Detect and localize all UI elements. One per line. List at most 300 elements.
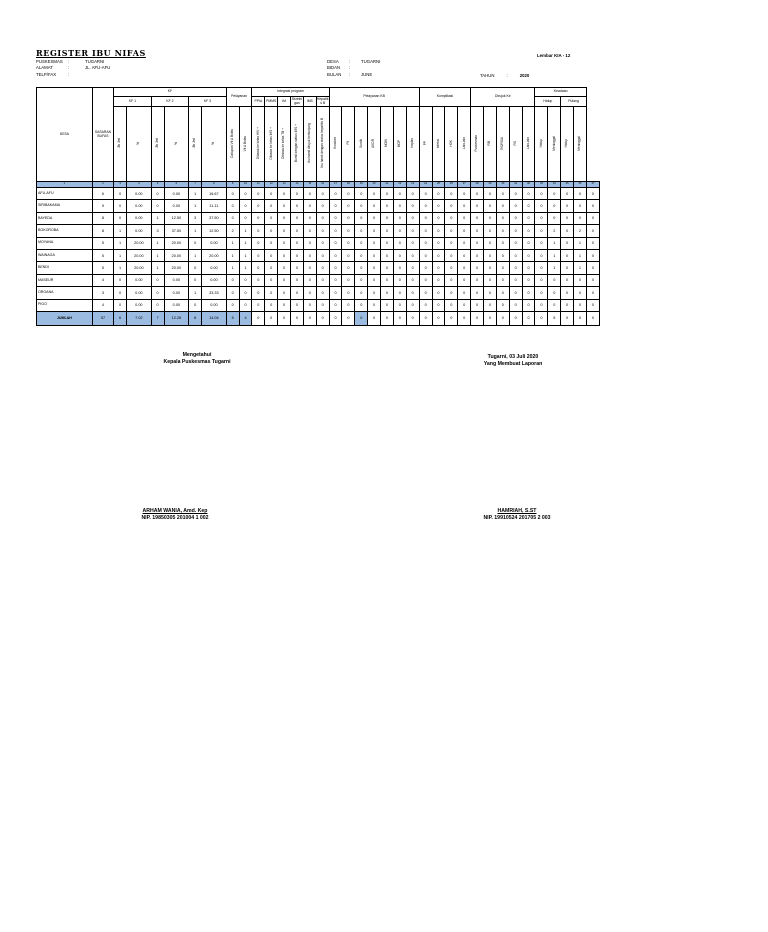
- table-cell: 0: [189, 262, 202, 274]
- table-row: [37, 237, 600, 249]
- vertical-column-header: [265, 107, 278, 182]
- table-cell: 0: [329, 225, 342, 237]
- desa-name-cell: MASEUR: [37, 274, 93, 286]
- table-cell: 0: [484, 225, 497, 237]
- column-index-cell: 20: [368, 182, 381, 188]
- vertical-label: RB: [487, 141, 492, 146]
- table-cell: 0: [252, 200, 265, 212]
- table-cell: 0: [484, 287, 497, 299]
- table-cell: 0: [535, 200, 548, 212]
- table-cell: 0: [265, 274, 278, 286]
- table-cell: 0: [368, 188, 381, 200]
- table-cell: 0: [393, 299, 406, 311]
- table-cell: 0: [445, 299, 458, 311]
- table-cell: 0: [484, 200, 497, 212]
- table-cell: 0: [586, 237, 599, 249]
- table-cell: 0: [471, 212, 484, 224]
- table-cell: 0: [265, 225, 278, 237]
- vertical-column-header: [114, 107, 127, 182]
- table-cell: 1: [548, 237, 561, 249]
- signature-left-header: [142, 352, 252, 366]
- table-cell: 11.11: [202, 200, 227, 212]
- vertical-column-header: [252, 107, 265, 182]
- table-cell: 0: [509, 274, 522, 286]
- table-cell: 0: [355, 225, 368, 237]
- info-value: JL. AFU-AFU: [85, 65, 111, 71]
- table-cell: 0: [406, 287, 419, 299]
- table-cell: 0: [432, 287, 445, 299]
- table-cell: 0: [368, 200, 381, 212]
- kf-group-header: KF: [114, 88, 227, 97]
- kf-subheader: KF 2: [151, 97, 189, 107]
- table-cell: 0: [303, 274, 316, 286]
- table-cell: 1: [574, 262, 587, 274]
- desa-name-cell: ORGANA: [37, 287, 93, 299]
- table-cell: 0: [393, 237, 406, 249]
- table-cell: 0: [381, 249, 394, 261]
- table-cell: 6: [92, 188, 113, 200]
- total-cell: 14.04: [202, 311, 227, 325]
- table-cell: 0: [316, 287, 329, 299]
- table-row: [37, 287, 600, 299]
- table-cell: 0: [291, 237, 304, 249]
- vertical-column-header: [561, 107, 574, 182]
- table-cell: 0: [355, 249, 368, 261]
- info-label: DESA: [327, 59, 339, 64]
- table-cell: 1: [574, 249, 587, 261]
- table-cell: 0: [522, 200, 535, 212]
- table-cell: 0: [561, 249, 574, 261]
- year-field: TAHUN : 2020: [480, 73, 530, 78]
- table-cell: 0: [316, 225, 329, 237]
- table-cell: 0: [291, 188, 304, 200]
- signature-caption: Mengetahui: [182, 352, 212, 358]
- table-cell: 0: [445, 237, 458, 249]
- table-cell: 0: [368, 237, 381, 249]
- table-cell: 0.00: [127, 299, 152, 311]
- header-info-right: [327, 59, 380, 78]
- table-cell: 0: [393, 188, 406, 200]
- table-cell: 5: [92, 237, 113, 249]
- table-cell: 0: [471, 262, 484, 274]
- table-cell: 0: [574, 188, 587, 200]
- table-cell: 1: [226, 262, 239, 274]
- vertical-column-header: [355, 107, 368, 182]
- table-cell: 0.00: [164, 188, 189, 200]
- table-cell: 0: [471, 188, 484, 200]
- table-cell: 0: [303, 262, 316, 274]
- table-cell: 0.00: [164, 200, 189, 212]
- table-row: [37, 249, 600, 261]
- table-cell: 37.50: [164, 225, 189, 237]
- info-value: TUGARNI: [85, 59, 105, 64]
- table-cell: 1: [239, 262, 252, 274]
- table-cell: 0: [406, 237, 419, 249]
- table-cell: 0: [393, 262, 406, 274]
- table-cell: 0: [342, 262, 355, 274]
- vertical-label: Jlh Jml: [154, 138, 159, 149]
- vertical-column-header: [189, 107, 202, 182]
- total-cell: 0: [278, 311, 291, 325]
- vertical-column-header: [239, 107, 252, 182]
- table-cell: 0: [368, 249, 381, 261]
- total-cell: 5: [548, 311, 561, 325]
- table-cell: 0: [458, 212, 471, 224]
- table-cell: 0: [535, 274, 548, 286]
- table-cell: 0: [316, 237, 329, 249]
- table-cell: 0: [586, 249, 599, 261]
- table-cell: 0: [406, 188, 419, 200]
- table-cell: 0: [406, 225, 419, 237]
- table-cell: 0: [432, 299, 445, 311]
- vertical-label: %: [211, 141, 216, 145]
- info-row: BULAN : JUNE: [327, 71, 373, 77]
- table-cell: 0: [484, 274, 497, 286]
- vertical-label: AKDR: [371, 138, 376, 148]
- table-cell: 1: [114, 262, 127, 274]
- table-cell: 20.00: [164, 262, 189, 274]
- table-cell: 0: [252, 188, 265, 200]
- table-cell: 0: [291, 274, 304, 286]
- table-cell: 2: [548, 225, 561, 237]
- table-cell: 12.50: [202, 225, 227, 237]
- table-cell: 0: [445, 225, 458, 237]
- table-cell: 0: [535, 237, 548, 249]
- table-cell: 0: [471, 237, 484, 249]
- table-cell: 20.00: [202, 249, 227, 261]
- table-cell: 0: [496, 262, 509, 274]
- table-cell: 0: [419, 299, 432, 311]
- column-index-cell: 9: [226, 182, 239, 188]
- table-cell: 0: [561, 299, 574, 311]
- table-cell: 0: [458, 287, 471, 299]
- total-cell: 0: [496, 311, 509, 325]
- table-cell: 0: [522, 237, 535, 249]
- table-cell: 0: [471, 274, 484, 286]
- info-label: PUSKESMAS: [36, 59, 63, 64]
- table-cell: 20.00: [164, 237, 189, 249]
- signatory-name: HAMRIAH, S.ST: [497, 508, 537, 514]
- column-index-cell: 33: [535, 182, 548, 188]
- table-cell: 0: [535, 262, 548, 274]
- table-cell: 1: [189, 249, 202, 261]
- table-cell: 0: [484, 262, 497, 274]
- table-cell: 0: [342, 225, 355, 237]
- table-cell: 0: [329, 237, 342, 249]
- vertical-column-header: [164, 107, 189, 182]
- column-index-cell: 19: [355, 182, 368, 188]
- table-cell: 0: [329, 299, 342, 311]
- table-cell: 0: [189, 274, 202, 286]
- table-cell: 0: [381, 299, 394, 311]
- vertical-label: Implan: [410, 138, 415, 148]
- table-cell: 5: [92, 262, 113, 274]
- signatory-nip: NIP. 19850305 201004 1 002: [141, 515, 209, 521]
- vertical-column-header: [202, 107, 227, 182]
- table-cell: 0: [471, 287, 484, 299]
- vertical-column-header: [522, 107, 535, 182]
- vertical-label: MOW: [384, 139, 389, 148]
- table-cell: 0: [419, 274, 432, 286]
- table-row: [37, 212, 600, 224]
- vertical-label: Dibawa ke kelas IMS +: [268, 126, 273, 160]
- table-cell: 0: [342, 299, 355, 311]
- table-cell: 0: [239, 299, 252, 311]
- vertical-column-header: [509, 107, 522, 182]
- table-cell: 37.50: [202, 212, 227, 224]
- table-cell: 0: [265, 188, 278, 200]
- table-cell: 0: [496, 212, 509, 224]
- table-cell: 9: [92, 200, 113, 212]
- table-cell: 0: [522, 212, 535, 224]
- table-cell: 3: [92, 287, 113, 299]
- desa-name-cell: WAINAGA: [37, 249, 93, 261]
- vertical-label: Ibu hamil dirujuk berkunjung: [307, 123, 312, 164]
- table-cell: 1: [151, 249, 164, 261]
- table-cell: 0: [381, 274, 394, 286]
- column-index-cell: 26: [445, 182, 458, 188]
- table-cell: 0: [406, 299, 419, 311]
- table-cell: 0: [484, 299, 497, 311]
- vertical-column-header: [226, 107, 239, 182]
- table-cell: 0: [226, 274, 239, 286]
- table-cell: 0: [316, 262, 329, 274]
- table-cell: 0: [265, 249, 278, 261]
- table-cell: 1: [548, 262, 561, 274]
- table-cell: 0: [329, 287, 342, 299]
- table-cell: 0: [329, 200, 342, 212]
- table-cell: 3: [151, 225, 164, 237]
- table-cell: 0: [368, 212, 381, 224]
- table-cell: 0: [522, 299, 535, 311]
- table-cell: 0: [419, 200, 432, 212]
- vertical-label: Puskesmas: [474, 134, 479, 152]
- table-cell: 0: [265, 262, 278, 274]
- table-cell: 1: [239, 237, 252, 249]
- table-cell: 0: [291, 287, 304, 299]
- table-cell: 0: [496, 237, 509, 249]
- table-cell: 0: [368, 299, 381, 311]
- table-cell: 0: [509, 249, 522, 261]
- vertical-label: Hidup: [538, 139, 543, 148]
- column-index-cell: 4: [127, 182, 152, 188]
- kf-subheader: KF 3: [189, 97, 227, 107]
- column-index-cell: 21: [381, 182, 394, 188]
- column-index-cell: 35: [561, 182, 574, 188]
- column-index-cell: 16: [316, 182, 329, 188]
- column-index-cell: 25: [432, 182, 445, 188]
- column-index-cell: 1: [37, 182, 93, 188]
- info-row: BIDAN :: [327, 65, 351, 71]
- total-cell: 7: [151, 311, 164, 325]
- info-label: BIDAN: [327, 65, 341, 71]
- total-cell: 0: [329, 311, 342, 325]
- table-cell: 0: [329, 249, 342, 261]
- table-cell: 0: [509, 225, 522, 237]
- total-cell: 0: [445, 311, 458, 325]
- signature-left-name: [125, 508, 225, 522]
- table-cell: 0: [226, 212, 239, 224]
- table-cell: 1: [151, 237, 164, 249]
- komplikasi-group-header: Komplikasi: [419, 88, 470, 107]
- table-cell: 0: [432, 188, 445, 200]
- table-cell: 0.00: [202, 237, 227, 249]
- table-cell: 0: [535, 188, 548, 200]
- table-cell: 0: [432, 249, 445, 261]
- table-cell: 0: [509, 299, 522, 311]
- table-cell: 0: [406, 249, 419, 261]
- table-cell: 0: [458, 299, 471, 311]
- vertical-label: Meninggal: [551, 135, 556, 151]
- table-cell: 0: [561, 225, 574, 237]
- total-cell: 12.28: [164, 311, 189, 325]
- desa-name-cell: BENDI: [37, 262, 93, 274]
- table-cell: 0: [586, 212, 599, 224]
- column-index-cell: 27: [458, 182, 471, 188]
- year-value: 2020: [519, 73, 530, 78]
- vertical-column-header: [278, 107, 291, 182]
- table-cell: 0: [316, 274, 329, 286]
- table-cell: 0: [368, 274, 381, 286]
- table-cell: 1: [239, 249, 252, 261]
- table-cell: 0.00: [127, 287, 152, 299]
- vertical-column-header: [393, 107, 406, 182]
- table-row: [37, 299, 600, 311]
- table-cell: 0: [406, 200, 419, 212]
- integrasi-subheader: Hepatiti s B: [316, 96, 329, 105]
- table-cell: 0: [252, 249, 265, 261]
- table-cell: 0: [381, 225, 394, 237]
- sasaran-column-header: SASARAN BUFAS: [92, 88, 113, 182]
- vertical-label: RS: [513, 141, 517, 146]
- table-cell: 0: [458, 274, 471, 286]
- total-cell: 0: [419, 311, 432, 325]
- year-label: TAHUN: [480, 73, 495, 78]
- vertical-label: %: [136, 141, 141, 145]
- table-cell: 0: [381, 287, 394, 299]
- total-cell: 7.02: [127, 311, 152, 325]
- table-cell: 0: [586, 225, 599, 237]
- table-row: [37, 225, 600, 237]
- table-cell: 0: [303, 237, 316, 249]
- table-cell: 0: [509, 212, 522, 224]
- table-cell: 0: [278, 200, 291, 212]
- total-cell: 0: [342, 311, 355, 325]
- vertical-label: Bumil dengan status IMS +: [294, 124, 299, 163]
- total-cell: 0: [484, 311, 497, 325]
- table-cell: 0: [278, 287, 291, 299]
- table-cell: 0: [226, 188, 239, 200]
- column-index-cell: 3: [114, 182, 127, 188]
- table-cell: 0: [316, 200, 329, 212]
- table-cell: 0: [151, 200, 164, 212]
- table-cell: 0: [548, 299, 561, 311]
- table-cell: 0: [496, 249, 509, 261]
- table-cell: 0: [226, 299, 239, 311]
- table-cell: 0: [278, 249, 291, 261]
- table-cell: 0: [406, 212, 419, 224]
- table-cell: 0: [586, 200, 599, 212]
- table-cell: 0: [419, 188, 432, 200]
- table-cell: 0: [316, 299, 329, 311]
- table-cell: 0: [355, 274, 368, 286]
- table-cell: 0: [471, 299, 484, 311]
- column-index-cell: 2: [92, 182, 113, 188]
- total-cell: 8: [189, 311, 202, 325]
- table-cell: 0.00: [127, 212, 152, 224]
- table-cell: 0: [329, 188, 342, 200]
- table-cell: 0: [381, 212, 394, 224]
- column-index-cell: 10: [239, 182, 252, 188]
- table-cell: 0: [303, 249, 316, 261]
- table-cell: 0: [509, 188, 522, 200]
- table-cell: 12.50: [164, 212, 189, 224]
- vertical-label: PP: [422, 141, 427, 146]
- table-cell: 0: [329, 212, 342, 224]
- table-cell: 0: [419, 237, 432, 249]
- table-cell: 0: [432, 237, 445, 249]
- keadaan-subheader: Hidup: [535, 97, 561, 107]
- table-cell: 0: [291, 249, 304, 261]
- table-cell: 0: [355, 237, 368, 249]
- table-cell: 0: [484, 237, 497, 249]
- table-cell: 0: [522, 249, 535, 261]
- vertical-column-header: [329, 107, 342, 182]
- column-index-cell: 28: [471, 182, 484, 188]
- table-cell: 0: [471, 225, 484, 237]
- table-cell: 0: [393, 287, 406, 299]
- table-cell: 0: [445, 249, 458, 261]
- table-cell: 0: [303, 200, 316, 212]
- table-cell: 0: [561, 212, 574, 224]
- table-cell: 0: [291, 200, 304, 212]
- vertical-label: Lain-lain: [525, 137, 530, 150]
- column-index-cell: 12: [265, 182, 278, 188]
- table-cell: 1: [189, 287, 202, 299]
- table-cell: 0.00: [164, 299, 189, 311]
- table-cell: 0: [586, 262, 599, 274]
- table-cell: 0: [278, 212, 291, 224]
- table-cell: 0: [548, 200, 561, 212]
- table-cell: 0: [432, 274, 445, 286]
- column-index-cell: 22: [393, 182, 406, 188]
- total-cell: 0: [355, 311, 368, 325]
- column-index-cell: 13: [278, 182, 291, 188]
- table-cell: 0: [252, 237, 265, 249]
- vertical-column-header: [127, 107, 152, 182]
- table-cell: 0: [445, 200, 458, 212]
- header-info-left: [36, 59, 110, 78]
- table-cell: 8: [92, 225, 113, 237]
- column-index-cell: 23: [406, 182, 419, 188]
- table-row: [37, 262, 600, 274]
- table-cell: 0: [419, 225, 432, 237]
- desa-name-cell: BAYEDA: [37, 212, 93, 224]
- info-label: BULAN: [327, 71, 342, 77]
- table-cell: 1: [574, 237, 587, 249]
- vertical-label: Lain-lain: [461, 137, 466, 150]
- table-cell: 0: [355, 287, 368, 299]
- table-cell: 0: [496, 299, 509, 311]
- integrasi-subheader: Skrinin gan: [291, 96, 303, 105]
- table-cell: 33.33: [202, 287, 227, 299]
- info-label: TELP/FAX: [36, 71, 57, 77]
- total-cell: 0: [509, 311, 522, 325]
- vertical-label: Dibawa ke kelas HIV +: [255, 127, 260, 160]
- column-index-cell: 31: [509, 182, 522, 188]
- table-cell: 0: [114, 188, 127, 200]
- table-cell: 1: [114, 249, 127, 261]
